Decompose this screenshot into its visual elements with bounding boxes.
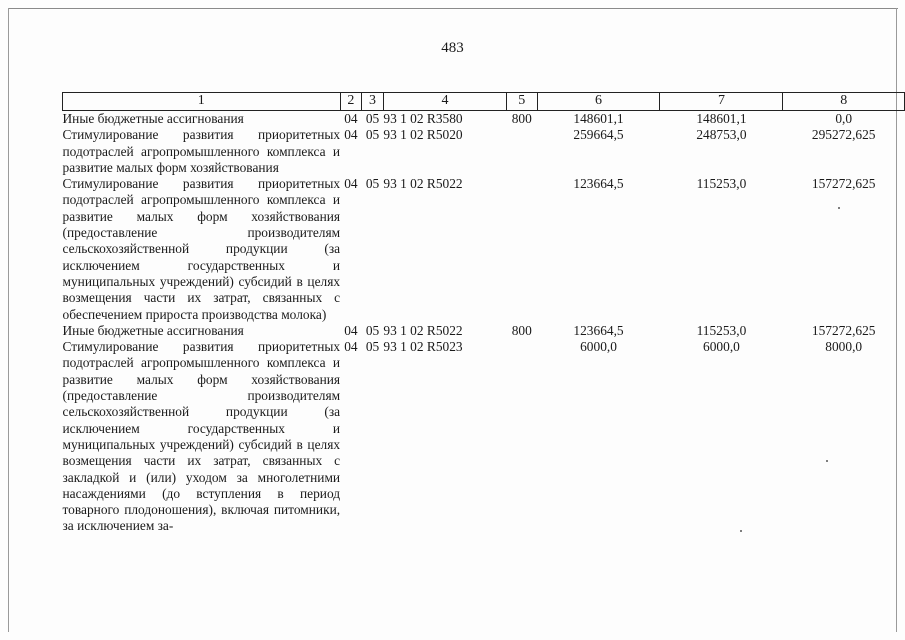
row-expense-type bbox=[507, 339, 538, 535]
scan-speck bbox=[826, 460, 828, 462]
header-col-1: 1 bbox=[63, 93, 341, 111]
row-expense-type: 800 bbox=[511, 111, 532, 126]
header-col-2: 2 bbox=[340, 93, 362, 111]
row-subsection: 05 bbox=[365, 176, 380, 192]
row-target-article: 93 1 02 R5023 bbox=[383, 339, 463, 355]
row-amount-col8: 157272,625 bbox=[811, 322, 876, 338]
row-amount-col7: 115253,0 bbox=[696, 176, 747, 192]
row-amount-col6: 123664,5 bbox=[573, 176, 624, 192]
table-row bbox=[63, 339, 905, 535]
row-name: Стимулирование развития приоритетных подотраслей агропромышленного комплекса и развитие малых форм хозяйствования (предоставление производителям сельскохозяйственной продукции (за исключением государственных и муниципальных учреждений) субсидий в целях возмещения части их затрат, связанных с закладкой и (или) уходом за многолетними насаждениями (до вступления в период товарного плодоношения), включая питомники, за исключением за- bbox=[62, 339, 341, 534]
row-target-article: 93 1 02 R3580 bbox=[383, 111, 463, 126]
table-row bbox=[63, 127, 905, 176]
row-amount-col7: 248753,0 bbox=[696, 127, 747, 143]
row-expense-type bbox=[507, 176, 538, 323]
row-section: 04 bbox=[344, 176, 358, 192]
row-subsection: 05 bbox=[365, 127, 380, 143]
row-subsection: 05 bbox=[365, 322, 380, 338]
row-section: 04 bbox=[344, 111, 358, 126]
row-section: 04 bbox=[344, 127, 358, 143]
row-target-article: 93 1 02 R5022 bbox=[383, 176, 463, 192]
row-section: 04 bbox=[344, 322, 358, 338]
header-col-8: 8 bbox=[783, 93, 905, 111]
row-section: 04 bbox=[344, 339, 358, 355]
row-amount-col7: 6000,0 bbox=[703, 339, 740, 355]
header-col-7: 7 bbox=[660, 93, 783, 111]
row-name: Стимулирование развития приоритетных подотраслей агропромышленного комплекса и развитие малых форм хозяйствования bbox=[62, 127, 341, 175]
header-col-4: 4 bbox=[383, 93, 506, 111]
row-amount-col6: 123664,5 bbox=[573, 322, 624, 338]
row-amount-col8: 8000,0 bbox=[825, 339, 863, 355]
page-number: 483 bbox=[441, 40, 464, 56]
row-target-article: 93 1 02 R5020 bbox=[383, 127, 463, 143]
row-amount-col8: 157272,625 bbox=[811, 176, 876, 192]
scan-speck bbox=[740, 530, 742, 532]
row-amount-col7: 115253,0 bbox=[696, 322, 747, 338]
scan-edge-left bbox=[8, 8, 9, 632]
header-col-3: 3 bbox=[362, 93, 384, 111]
row-amount-col7: 148601,1 bbox=[696, 111, 747, 126]
table-row bbox=[63, 111, 905, 128]
row-name: Иные бюджетные ассигнования bbox=[62, 322, 244, 338]
row-amount-col6: 148601,1 bbox=[573, 111, 624, 126]
row-amount-col6: 6000,0 bbox=[580, 339, 617, 355]
table-row bbox=[63, 323, 905, 339]
budget-table bbox=[62, 92, 905, 535]
header-col-6: 6 bbox=[537, 93, 660, 111]
row-name: Иные бюджетные ассигнования bbox=[62, 111, 244, 126]
row-subsection: 05 bbox=[365, 111, 380, 126]
row-target-article: 93 1 02 R5022 bbox=[383, 322, 463, 338]
row-expense-type bbox=[507, 127, 538, 176]
scan-speck bbox=[838, 207, 840, 209]
row-subsection: 05 bbox=[365, 339, 380, 355]
scan-edge-top bbox=[8, 8, 898, 9]
row-expense-type: 800 bbox=[511, 322, 532, 338]
row-amount-col8: 0,0 bbox=[835, 111, 853, 126]
row-name: Стимулирование развития приоритетных подотраслей агропромышленного комплекса и развитие малых форм хозяйствования (предоставление производителям сельскохозяйственной продукции (за исключением государственных и муниципальных учреждений) субсидий в целях возмещения части их затрат, связанных с обеспечением прироста производства молока) bbox=[62, 176, 341, 322]
header-col-5: 5 bbox=[507, 93, 538, 111]
table-row bbox=[63, 176, 905, 323]
row-amount-col8: 295272,625 bbox=[811, 127, 876, 143]
header-row bbox=[63, 93, 905, 111]
row-amount-col6: 259664,5 bbox=[573, 127, 624, 143]
